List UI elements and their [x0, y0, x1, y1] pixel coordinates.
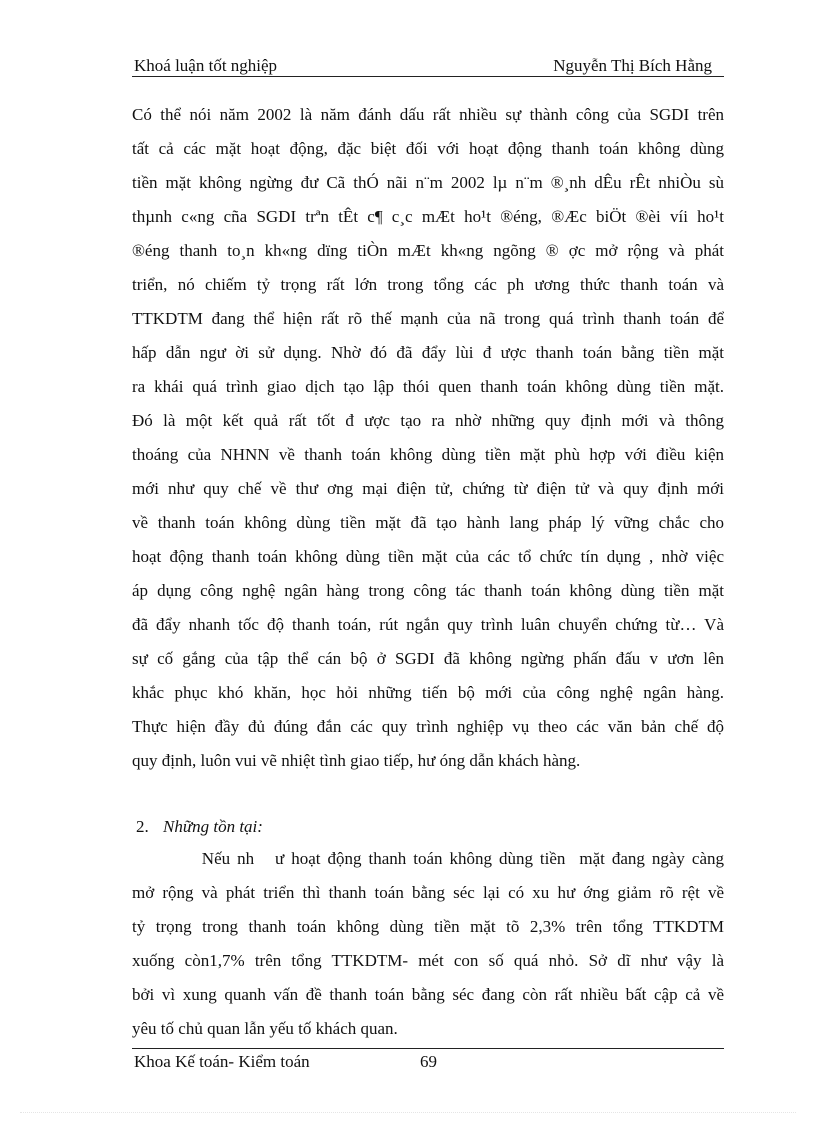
header-thesis-title: Khoá luận tốt nghiệp — [134, 56, 278, 75]
text-line: thoáng của NHNN về thanh toán không dùng tiền mặt phù hợp với điều kiện — [132, 445, 724, 464]
text-line: tỷ trọng trong thanh toán không dùng tiền mặt tõ 2,3% trên tổng TTKDTM — [132, 917, 724, 936]
text-line: Thực hiện đầy đủ đúng đắn các quy trình nghiệp vụ theo các văn bản chế độ — [132, 717, 724, 736]
text-line: mới như quy chế về thư ơng mại điện tử, chứng từ điện tử và quy định mới — [132, 479, 724, 498]
text-line: yêu tố chủ quan lẫn yếu tố khách quan. — [132, 1019, 398, 1038]
text-line: thµnh c«ng cña SGDI trªn tÊt c¶ c¸c mÆt ho¹t ®éng, ®Æc biÖt ®èi víi ho¹t — [132, 207, 724, 226]
text-line: quy định, luôn vui vẽ nhiệt tình giao tiếp, hư óng dẫn khách hàng. — [132, 751, 581, 770]
page-footer — [132, 1050, 724, 1074]
header-author-name: Nguyễn Thị Bích Hằng — [553, 56, 712, 75]
footer-department: Khoa Kế toán- Kiểm toán — [134, 1052, 310, 1071]
text-line: bởi vì xung quanh vấn đề thanh toán bằng séc đang còn rất nhiều bất cập cả về — [132, 985, 724, 1004]
section-title: Những tồn tại: — [163, 817, 263, 836]
text-line: Đó là một kết quả rất tốt đ ược tạo ra nhờ những quy định mới và thông — [132, 411, 724, 430]
text-line: mở rộng và phát triển thì thanh toán bằng séc lại có xu hư ớng giảm rõ rệt về — [132, 883, 724, 902]
text-line: Nếu nh ư hoạt động thanh toán không dùng tiền mặt đang ngày càng — [132, 849, 724, 868]
text-line: hấp dẫn ngư ời sử dụng. Nhờ đó đã đẩy lùi đ ược thanh toán bằng tiền mặt — [132, 343, 724, 362]
text-line: tiền mặt không ngừng đư Cã thÓ nãi n¨m 2002 lµ n¨m ®¸nh dÊu rÊt nhiÒu sù — [132, 173, 724, 192]
text-line: tất cả các mặt hoạt động, đặc biệt đối với hoạt động thanh toán không dùng — [132, 139, 724, 158]
footer-divider — [132, 1048, 724, 1049]
text-line: về thanh toán không dùng tiền mặt đã tạo hành lang pháp lý vững chắc cho — [132, 513, 724, 532]
text-line: khắc phục khó khăn, học hỏi những tiến bộ mới của công nghệ ngân hàng. — [132, 683, 724, 702]
text-line: triển, nó chiếm tỷ trọng rất lớn trong tổng các ph ương thức thanh toán và — [132, 275, 724, 294]
text-line: TTKDTM đang thể hiện rất rõ thế mạnh của nã trong quá trình thanh toán để — [132, 309, 724, 328]
text-line: sự cố gắng của tập thể cán bộ ở SGDI đã không ngừng phấn đấu v ươn lên — [132, 649, 724, 668]
page-header — [132, 52, 724, 76]
section-heading — [136, 810, 263, 844]
text-line: Có thể nói năm 2002 là năm đánh dấu rất nhiều sự thành công của SGDI trên — [132, 105, 724, 124]
section-number: 2. — [136, 817, 149, 836]
text-line: hoạt động thanh toán không dùng tiền mặt của các tổ chức tín dụng , nhờ việc — [132, 547, 724, 566]
text-line: ra khái quá trình giao dịch tạo lập thói quen thanh toán không dùng tiền mặt. — [132, 377, 724, 396]
text-line: áp dụng công nghệ ngân hàng trong công tác thanh toán không dùng tiền mặt — [132, 581, 724, 600]
page-bottom-border — [20, 1112, 796, 1113]
page-number: 69 — [420, 1052, 437, 1071]
text-line: xuống còn1,7% trên tổng TTKDTM- mét con số quá nhỏ. Sở dĩ như vậy là — [132, 951, 724, 970]
text-line: ®éng thanh to¸n kh«ng dïng tiÒn mÆt kh«ng ngõng ® ợc mở rộng và phát — [132, 241, 724, 260]
header-divider — [132, 76, 724, 77]
text-line: đã đẩy nhanh tốc độ thanh toán, rút ngắn quy trình luân chuyển chứng từ… Và — [132, 615, 724, 634]
